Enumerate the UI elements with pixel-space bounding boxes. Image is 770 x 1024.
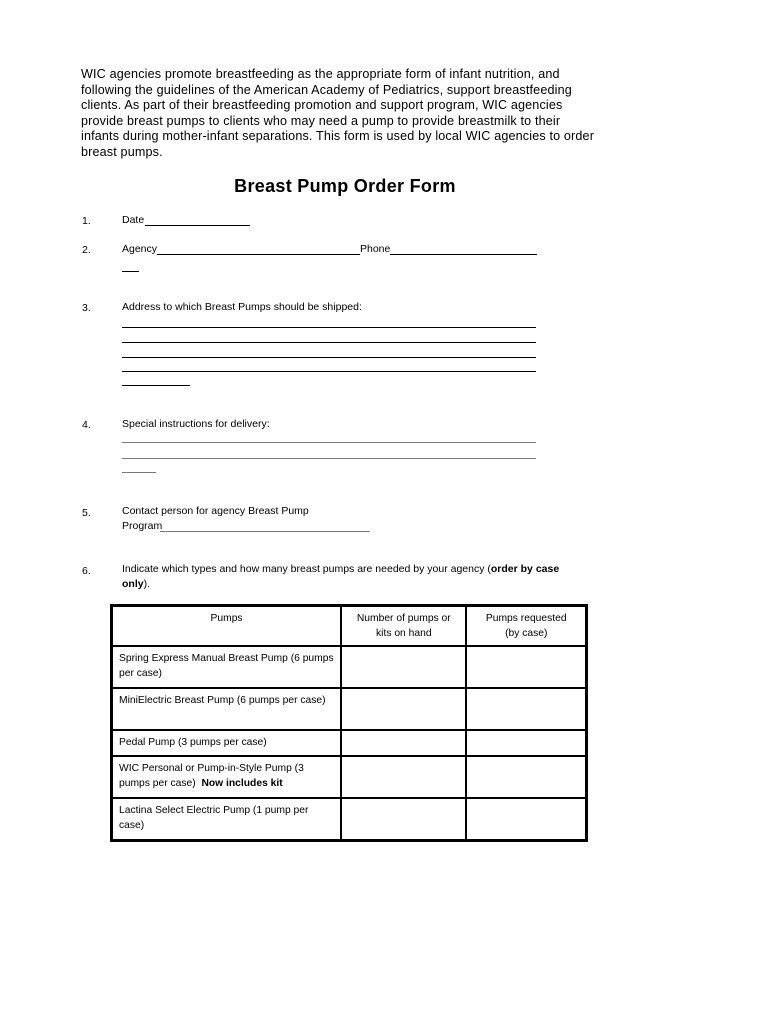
pump-name: WIC Personal or Pump-in-Style Pump (3 pumps per case) <box>119 763 304 789</box>
table-row <box>112 756 586 798</box>
indicate-text-end: ). <box>143 578 151 590</box>
on-hand-input-cell[interactable] <box>341 688 466 730</box>
requested-input-cell[interactable] <box>466 730 586 756</box>
pump-name-cell: Pedal Pump (3 pumps per case) <box>112 730 341 756</box>
requested-input-cell[interactable] <box>466 798 586 840</box>
requested-input-cell[interactable] <box>466 688 586 730</box>
indicate-text <box>122 562 572 592</box>
header-pumps: Pumps <box>112 606 341 646</box>
date-field[interactable] <box>145 225 250 226</box>
contact-label-2: Program <box>122 520 163 532</box>
table-row <box>112 688 586 730</box>
phone-field[interactable] <box>390 254 537 255</box>
on-hand-input-cell[interactable] <box>341 730 466 756</box>
address-line-2[interactable] <box>122 342 536 343</box>
item-number-4: 4. <box>82 419 91 431</box>
requested-input-cell[interactable] <box>466 756 586 798</box>
pump-note: Now includes kit <box>201 778 283 789</box>
address-line-5[interactable] <box>122 385 190 386</box>
header-requested: Pumps requested (by case) <box>466 606 586 646</box>
pump-name-cell: MiniElectric Breast Pump (6 pumps per case) <box>112 688 341 730</box>
agency-field[interactable] <box>157 254 360 255</box>
address-line-4[interactable] <box>122 371 536 372</box>
special-line-2[interactable] <box>122 458 536 459</box>
intro-paragraph: WIC agencies promote breastfeeding as the appropriate form of infant nutrition, and following the guidelines of the American Academy of Pediatrics, support breastfeeding clients. As part of their breastfeeding promotion and support program, WIC agencies provide breast pumps to clients who may need a pump to provide breastmilk to their infants during mother-infant separations. This form is used by local WIC agencies to order breast pumps. <box>81 67 595 159</box>
agency-label: Agency <box>122 243 158 255</box>
special-line-1[interactable] <box>122 442 536 443</box>
indicate-text-bold: order by case only <box>122 563 560 590</box>
pump-order-table <box>110 604 588 842</box>
address-label: Address to which Breast Pumps should be shipped: <box>122 301 362 313</box>
item-number-5: 5. <box>82 507 91 519</box>
table-row <box>112 730 586 756</box>
pump-name-cell: Lactina Select Electric Pump (1 pump per case) <box>112 798 341 840</box>
contact-label-1: Contact person for agency Breast Pump <box>122 505 309 517</box>
date-label: Date <box>122 214 145 226</box>
special-instructions-label: Special instructions for delivery: <box>122 418 270 430</box>
pump-name-cell: Spring Express Manual Breast Pump (6 pumps per case) <box>112 646 341 688</box>
indicate-text-start: Indicate which types and how many breast pumps are needed by your agency ( <box>122 563 491 575</box>
on-hand-input-cell[interactable] <box>341 798 466 840</box>
table-row <box>112 798 586 840</box>
item-number-1: 1. <box>82 215 91 227</box>
contact-field[interactable] <box>160 531 370 532</box>
phone-field-continuation[interactable] <box>122 271 139 272</box>
item-number-2: 2. <box>82 244 91 256</box>
table-row <box>112 646 586 688</box>
form-title: Breast Pump Order Form <box>234 176 456 196</box>
pump-name-cell <box>112 756 341 798</box>
item-number-6: 6. <box>82 565 91 577</box>
phone-label: Phone <box>360 243 391 255</box>
header-on-hand: Number of pumps or kits on hand <box>341 606 466 646</box>
item-number-3: 3. <box>82 302 91 314</box>
address-line-1[interactable] <box>122 327 536 328</box>
on-hand-input-cell[interactable] <box>341 646 466 688</box>
requested-input-cell[interactable] <box>466 646 586 688</box>
address-line-3[interactable] <box>122 357 536 358</box>
table-header-row <box>112 606 586 646</box>
on-hand-input-cell[interactable] <box>341 756 466 798</box>
special-line-3[interactable] <box>122 472 156 473</box>
